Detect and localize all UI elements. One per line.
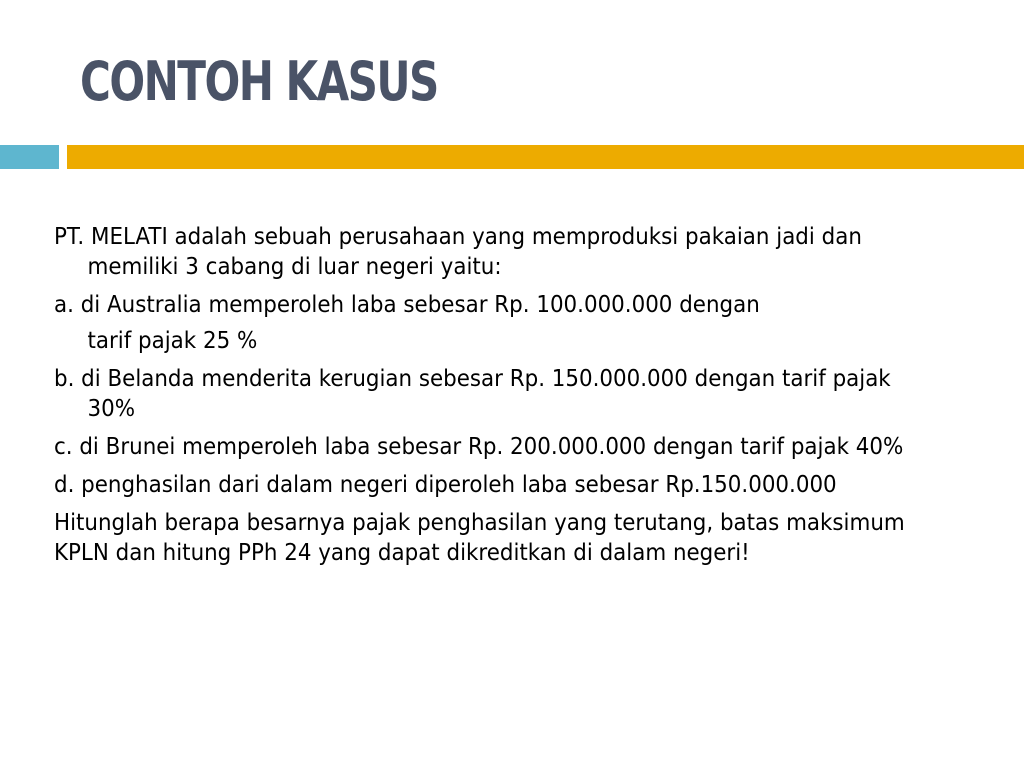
question-paragraph: Hitunglah berapa besarnya pajak penghasilan yang terutang, batas maksimum KPLN dan hitung PPh 24 yang dapat dikreditkan di dalam negeri! xyxy=(54,510,905,566)
item-a-line1: a. di Australia memperoleh laba sebesar Rp. 100.000.000 dengan xyxy=(54,292,760,318)
accent-bar-orange xyxy=(67,145,1024,169)
item-a-line2: tarif pajak 25 % xyxy=(87,328,258,354)
item-c: c. di Brunei memperoleh laba sebesar Rp. 200.000.000 dengan tarif pajak 40% xyxy=(54,434,904,460)
accent-bar-blue xyxy=(0,145,59,169)
item-d: d. penghasilan dari dalam negeri diperoleh laba sebesar Rp.150.000.000 xyxy=(54,472,837,498)
slide-title: CONTOH KASUS xyxy=(80,50,438,113)
item-b: b. di Belanda menderita kerugian sebesar Rp. 150.000.000 dengan tarif pajak 30% xyxy=(54,366,891,422)
intro-paragraph: PT. MELATI adalah sebuah perusahaan yang memproduksi pakaian jadi dan memiliki 3 cabang di luar negeri yaitu: xyxy=(54,224,862,280)
slide-body xyxy=(54,222,919,576)
